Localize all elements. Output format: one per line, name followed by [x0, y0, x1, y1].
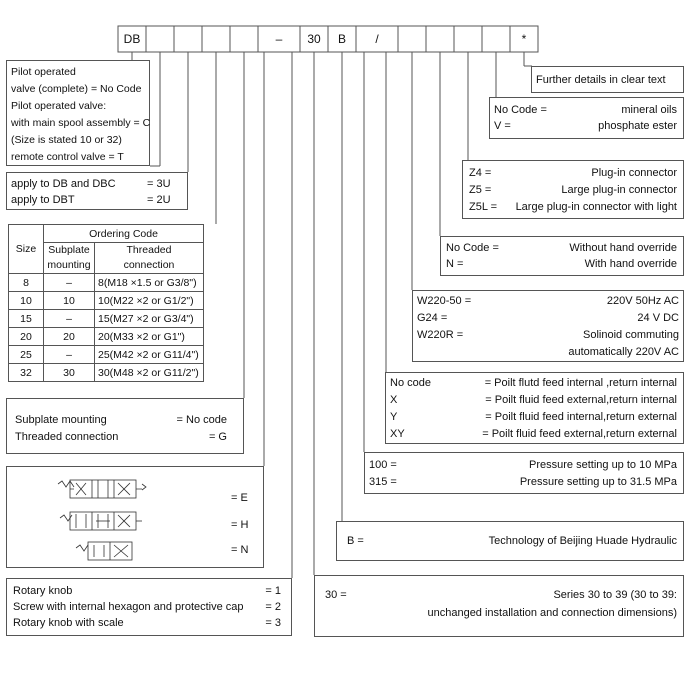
- technology-code: B =: [347, 535, 364, 547]
- apply-code: = 2U: [147, 194, 171, 206]
- pressure-box: [364, 452, 684, 494]
- code-cell-star: *: [521, 32, 527, 46]
- pilot-line: remote control valve = T: [11, 151, 124, 163]
- series-code: 30 =: [325, 589, 347, 601]
- apply-label: apply to DB and DBC: [11, 178, 116, 190]
- feed-desc: = Poilt fluid feed external,return external: [482, 428, 677, 440]
- connector-box: [462, 160, 684, 219]
- subplate-header: Subplate mounting: [44, 243, 95, 274]
- override-desc: With hand override: [584, 258, 677, 270]
- size-header: Size: [9, 225, 44, 274]
- oil-desc: mineral oils: [621, 104, 677, 116]
- feed-desc: = Poilt flutd feed internal ,return internal: [484, 377, 677, 389]
- pilot-line: with main spool assembly = C: [11, 117, 151, 129]
- connector-code: Z5 =: [469, 184, 492, 196]
- oil-box: [489, 97, 684, 139]
- connector-code: Z4 =: [469, 167, 492, 179]
- adjustment-box: [6, 578, 292, 636]
- symbol-e-code: = E: [231, 492, 248, 504]
- mounting-code: = G: [208, 431, 227, 443]
- voltage-desc: 24 V DC: [637, 312, 679, 324]
- pilot-line: valve (complete) = No Code: [11, 83, 142, 95]
- table-row: 15 – 15(M27 ×2 or G3/4"): [9, 310, 204, 328]
- voltage-code: W220-50 =: [417, 295, 472, 307]
- mounting-box: [6, 398, 244, 454]
- feed-box: [385, 372, 684, 444]
- table-row: 10 10 10(M22 ×2 or G1/2"): [9, 292, 204, 310]
- feed-desc: = Poilt fluid feed external,return internal: [485, 394, 677, 406]
- override-desc: Without hand override: [569, 242, 677, 254]
- table-row: 20 20 20(M33 ×2 or G1"): [9, 328, 204, 346]
- series-line2: unchanged installation and connection dimensions): [427, 607, 677, 619]
- ordering-code-table: [8, 224, 204, 382]
- voltage-box: [412, 290, 684, 362]
- feed-code: Y: [390, 411, 398, 423]
- further-details-text: Further details in clear text: [536, 74, 666, 86]
- feed-code: X: [390, 394, 398, 406]
- code-cell-series: 30: [307, 32, 321, 46]
- mounting-label: Threaded connection: [15, 431, 119, 443]
- oil-code: No Code =: [494, 104, 547, 116]
- adjust-code: = 1: [265, 585, 281, 597]
- table-row: 25 – 25(M42 ×2 or G11/4"): [9, 346, 204, 364]
- mounting-code: = No code: [176, 414, 227, 426]
- technology-box: [336, 521, 684, 561]
- spool-symbols-box: [6, 466, 264, 568]
- connector-desc: Plug-in connector: [591, 167, 677, 179]
- voltage-desc: Solinoid commuting: [583, 329, 679, 341]
- code-cell-tech: B: [337, 32, 346, 46]
- adjust-code: = 2: [265, 601, 281, 613]
- pilot-box: [6, 60, 150, 166]
- pilot-line: (Size is stated 10 or 32): [11, 134, 122, 146]
- connector-code: Z5L =: [469, 201, 498, 213]
- feed-code: No code: [390, 377, 431, 389]
- voltage-desc: 220V 50Hz AC: [606, 295, 679, 307]
- oil-code: V =: [494, 120, 511, 132]
- pressure-desc: Pressure setting up to 31.5 MPa: [519, 476, 677, 488]
- code-cell-dash: –: [275, 32, 283, 46]
- table-row: 8 – 8(M18 ×1.5 or G3/8"): [9, 274, 204, 292]
- feed-desc: = Poilt fluid feed internal,return external: [485, 411, 677, 423]
- feed-code: XY: [390, 428, 405, 440]
- series-line1: Series 30 to 39 (30 to 39:: [553, 589, 677, 601]
- threaded-header: Threaded connection: [95, 243, 204, 274]
- adjust-code: = 3: [265, 617, 281, 629]
- further-details-box: [531, 66, 684, 93]
- technology-desc: Technology of Beijing Huade Hydraulic: [488, 535, 677, 547]
- pressure-code: 315 =: [369, 476, 397, 488]
- voltage-desc: automatically 220V AC: [568, 346, 679, 358]
- apply-box: [6, 172, 188, 210]
- table-row: 32 30 30(M48 ×2 or G11/2"): [9, 364, 204, 382]
- oil-desc: phosphate ester: [598, 120, 677, 132]
- mounting-label: Subplate mounting: [15, 414, 107, 426]
- voltage-code: W220R =: [417, 329, 464, 341]
- connector-desc: Large plug-in connector: [561, 184, 677, 196]
- symbol-h-code: = H: [231, 519, 249, 531]
- override-box: [440, 236, 684, 276]
- series-box: [314, 575, 684, 637]
- apply-code: = 3U: [147, 178, 171, 190]
- apply-label: apply to DBT: [11, 194, 75, 206]
- adjust-label: Rotary knob: [13, 585, 73, 597]
- code-cell-db: DB: [123, 32, 141, 46]
- pilot-line: Pilot operated valve:: [11, 100, 107, 112]
- pressure-code: 100 =: [369, 459, 397, 471]
- voltage-code: G24 =: [417, 312, 448, 324]
- code-cell-slash: /: [375, 32, 379, 46]
- pilot-line: Pilot operated: [11, 66, 76, 78]
- ordering-code-title: Ordering Code: [44, 225, 204, 243]
- symbol-n-code: = N: [231, 544, 249, 556]
- adjust-label: Rotary knob with scale: [13, 617, 124, 629]
- adjust-label: Screw with internal hexagon and protective cap: [13, 601, 244, 613]
- override-code: No Code =: [446, 242, 499, 254]
- connector-desc: Large plug-in connector with light: [515, 201, 677, 213]
- pressure-desc: Pressure setting up to 10 MPa: [529, 459, 677, 471]
- override-code: N =: [446, 258, 464, 270]
